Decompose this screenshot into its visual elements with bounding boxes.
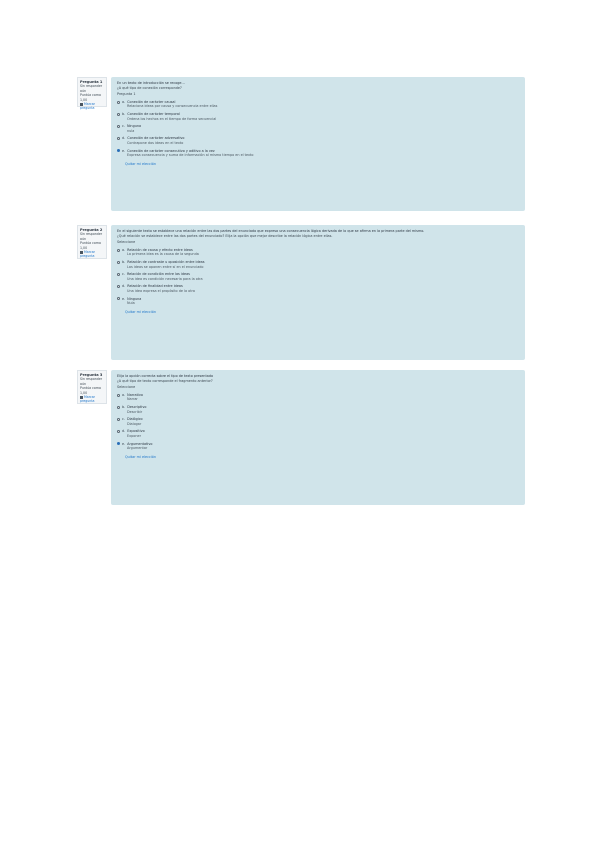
radio-button-selected[interactable] xyxy=(117,442,120,445)
radio-button[interactable] xyxy=(117,113,120,116)
radio-button[interactable] xyxy=(117,125,120,128)
clear-choice-link[interactable]: Quitar mi elección xyxy=(125,161,156,166)
answer-option[interactable] xyxy=(117,112,519,121)
question-content xyxy=(111,370,525,505)
option-text: Conexión de carácter adversativo xyxy=(127,136,185,141)
option-text: Relación de contraste u oposición entre ideas xyxy=(127,259,205,264)
option-letter: c. xyxy=(122,272,125,277)
question-info xyxy=(77,225,107,259)
question-context: Elija la opción correcta sobre el tipo de texto presentado xyxy=(117,374,214,378)
radio-button[interactable] xyxy=(117,261,120,264)
option-letter: e. xyxy=(122,441,126,446)
answer-option[interactable] xyxy=(117,149,519,158)
question-prompt: ¿A qué tipo de conexión corresponde? xyxy=(117,85,182,90)
option-letter: e. xyxy=(122,296,126,301)
option-text: Expositivo xyxy=(127,429,145,434)
question-prompt: ¿Qué relación se establece entre las dos partes del enunciado? Elija la opción que mejor describe la relación lógica entre ellas. xyxy=(117,233,333,238)
option-text: Ninguna xyxy=(126,124,142,129)
option-subtext: La primera idea es la causa de la segunda xyxy=(127,252,199,257)
option-text: Ninguna xyxy=(127,296,142,301)
answer-option[interactable] xyxy=(117,136,519,145)
option-letter: d. xyxy=(122,284,126,289)
question-prompt: ¿A qué tipo de texto corresponde el fragmento anterior? xyxy=(117,378,213,383)
select-one-label: Seleccione xyxy=(117,240,136,245)
radio-button[interactable] xyxy=(117,101,120,104)
radio-button[interactable] xyxy=(117,249,120,252)
option-subtext: Expresa consecuencia y suma de información al mismo tiempo en el texto xyxy=(127,153,254,158)
answer-option[interactable] xyxy=(117,248,519,257)
option-subtext: Argumentar xyxy=(127,446,148,451)
question-status: Sin responder aún xyxy=(80,84,103,93)
option-subtext: Exponer xyxy=(127,433,142,438)
option-text: Conexión de carácter causal xyxy=(127,99,176,104)
flag-question-link[interactable] xyxy=(80,250,104,259)
radio-button[interactable] xyxy=(117,406,120,409)
option-text: Conexión de carácter consecutivo y aditivo a la vez xyxy=(127,148,215,153)
question-number: Pregunta 1 xyxy=(80,80,103,84)
option-text: Descriptivo xyxy=(127,404,147,409)
question-content xyxy=(111,77,525,211)
option-subtext: Narrar xyxy=(127,397,138,402)
select-one-label: Seleccione xyxy=(117,385,136,390)
option-text: Relación de causa y efecto entre ideas xyxy=(127,247,193,252)
answer-option[interactable] xyxy=(117,405,519,414)
answer-option[interactable] xyxy=(117,297,519,306)
option-subtext: Ordena los hechos en el tiempo de forma secuencial xyxy=(127,116,217,121)
option-text: Argumentativo xyxy=(127,441,153,446)
option-text: Relación de condición entre las ideas xyxy=(126,272,190,277)
radio-button[interactable] xyxy=(117,285,120,288)
answer-option[interactable] xyxy=(117,442,519,451)
radio-button[interactable] xyxy=(117,137,120,140)
question-context: En un texto de introducción se recoge... xyxy=(117,81,185,85)
option-letter: e. xyxy=(122,148,126,153)
option-letter: d. xyxy=(122,429,126,434)
option-subtext: Relaciona ideas por causa y consecuencia entre ellas xyxy=(127,104,218,109)
question-info xyxy=(77,77,107,111)
radio-button[interactable] xyxy=(117,297,120,300)
option-letter: b. xyxy=(122,404,126,409)
option-subtext: nula xyxy=(127,128,135,133)
option-letter: c. xyxy=(122,124,125,129)
option-subtext: Describir xyxy=(127,409,143,414)
question-status: Sin responder aún xyxy=(80,232,103,241)
option-subtext: Contrapone dos ideas en el texto xyxy=(127,140,184,145)
answer-option[interactable] xyxy=(117,124,519,133)
answer-option[interactable] xyxy=(117,393,519,402)
clear-choice-link[interactable]: Quitar mi elección xyxy=(125,309,156,314)
option-letter: a. xyxy=(122,392,126,397)
option-letter: c. xyxy=(122,417,125,422)
radio-button[interactable] xyxy=(117,273,120,276)
flag-label: Marcar pregunta xyxy=(80,395,95,404)
radio-button-selected[interactable] xyxy=(117,149,120,152)
flag-question-link[interactable] xyxy=(80,395,104,404)
select-one-label: Pregunta 1 xyxy=(117,92,136,97)
option-letter: b. xyxy=(122,111,126,116)
answer-option[interactable] xyxy=(117,417,519,426)
question-number: Pregunta 2 xyxy=(80,228,103,232)
option-subtext: Una idea expresa el propósito de la otra xyxy=(127,288,195,293)
option-subtext: Una idea es condición necesaria para la otra xyxy=(127,276,203,281)
flag-icon xyxy=(80,396,83,399)
question-content xyxy=(111,225,525,360)
answer-option[interactable] xyxy=(117,272,519,281)
option-text: Dialógico xyxy=(126,417,143,422)
answer-option[interactable] xyxy=(117,100,519,109)
question-points: Puntúa como 1,00 xyxy=(80,241,101,250)
question-points: Puntúa como 1,00 xyxy=(80,93,101,102)
flag-label: Marcar pregunta xyxy=(80,102,95,111)
option-subtext: Nula xyxy=(127,301,135,306)
option-text: Conexión de carácter temporal xyxy=(127,111,180,116)
flag-icon xyxy=(80,251,83,254)
question-points: Puntúa como 1,00 xyxy=(80,386,101,395)
answer-option[interactable] xyxy=(117,429,519,438)
option-subtext: Las ideas se oponen entre sí en el enunciado xyxy=(127,264,204,269)
question-number: Pregunta 3 xyxy=(80,373,103,377)
option-letter: a. xyxy=(122,247,126,252)
flag-icon xyxy=(80,103,83,106)
option-letter: a. xyxy=(122,99,126,104)
radio-button[interactable] xyxy=(117,394,120,397)
flag-label: Marcar pregunta xyxy=(80,250,95,259)
option-letter: d. xyxy=(122,136,126,141)
radio-button[interactable] xyxy=(117,430,120,433)
question-status: Sin responder aún xyxy=(80,377,103,386)
question-context: En el siguiente texto se establece una relación entre las dos partes del enunciado que expresa una consecuencia lógica derivada de lo que se afirma en la primera parte del mismo. xyxy=(117,229,425,233)
option-letter: b. xyxy=(122,259,126,264)
option-subtext: Dialogar xyxy=(127,421,142,426)
option-text: Narrativo xyxy=(127,392,143,397)
answer-option[interactable] xyxy=(117,284,519,293)
clear-choice-link[interactable]: Quitar mi elección xyxy=(125,454,156,459)
question-info xyxy=(77,370,107,404)
answer-option[interactable] xyxy=(117,260,519,269)
flag-question-link[interactable] xyxy=(80,102,104,111)
radio-button[interactable] xyxy=(117,418,120,421)
option-text: Relación de finalidad entre ideas xyxy=(127,284,183,289)
